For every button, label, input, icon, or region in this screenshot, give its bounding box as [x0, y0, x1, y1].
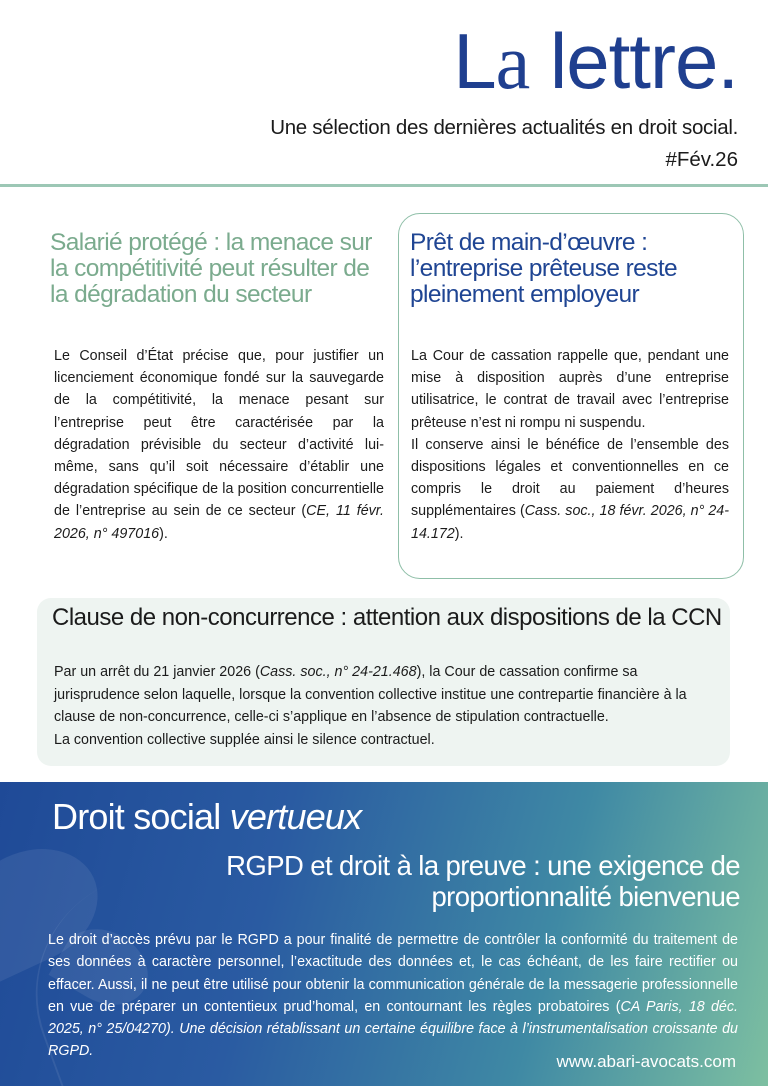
- left-article-citation: CE, 11 févr. 2026, n° 497016: [54, 503, 384, 542]
- virtuous-heading-text: Droit social: [52, 796, 230, 837]
- rgpd-article-text: Le droit d’accès prévu par le RGPD a pour finalité de permettre de contrôler la conformité du traitement de ses données à caractère personnel, l’exactitude des données et, le cas échéant, de les faire rectifier ou effacer. Aussi, il ne peut être utilisé pour obtenir la communication générale de la messagerie professionnelle en vue de préparer un contentieux prud’homal, en contournant les règles probatoires (: [48, 932, 738, 1015]
- virtuous-heading-italic: vertueux: [229, 796, 362, 837]
- logo-a: a: [495, 18, 530, 105]
- ccn-article-text-start: Par un arrêt du 21 janvier 2026 (: [54, 664, 260, 680]
- logo-rest: lettre.: [529, 17, 738, 105]
- left-article-text-end: ).: [159, 525, 168, 542]
- ccn-article-para: [54, 661, 722, 729]
- logo: [453, 17, 738, 105]
- right-article-para1: La Cour de cassation rappelle que, pendant une mise à disposition auprès d’une entreprise utilisatrice, le contrat de travail avec l’entreprise prêteuse n’est ni rompu ni suspendu.: [411, 348, 729, 431]
- ccn-article-text-rest: ), la Cour de cassation confirme sa jurisprudence selon laquelle, lorsque la convention collective institue une contrepartie financière à la clause de non-concurrence, celle-ci s’applique en l’absence de stipulation contractuelle.: [54, 664, 687, 725]
- website-link[interactable]: www.abari-avocats.com: [556, 1052, 736, 1071]
- virtuous-section-heading: [52, 796, 361, 838]
- ccn-article-citation: Cass. soc., n° 24-21.468: [259, 664, 417, 680]
- header-divider: [0, 184, 768, 187]
- left-article-title: Salarié protégé : la menace sur la compétitivité peut résulter de la dégradation du secteur: [50, 229, 372, 308]
- right-article-para2-end: ).: [454, 525, 464, 542]
- right-article-title: Prêt de main-d’œuvre : l’entreprise prêteuse reste pleinement employeur: [410, 229, 678, 308]
- ccn-article-body: [54, 661, 722, 751]
- rgpd-article-title: RGPD et droit à la preuve : une exigence de proportionnalité bienvenue: [226, 850, 740, 912]
- rgpd-article-italic-end: ). Une décision rétablissant un certaine équilibre face à l’instrumentalisation croissante du RGPD.: [48, 1021, 738, 1060]
- issue-tag: #Fév.26: [665, 148, 738, 171]
- right-article-body: [411, 345, 729, 545]
- left-article-text: Le Conseil d’État précise que, pour justifier un licenciement économique fondé sur la sauvegarde de la compétitivité, la menace pesant sur l’entreprise peut être caractérisée par la dégradation prévisible du secteur d’activité lui-même, sans qu’il soit nécessaire d’établir une dégradation spécifique de la position concurrentielle de l’entreprise au sein de ce secteur (: [54, 348, 384, 520]
- rgpd-article-body: [48, 929, 738, 1063]
- left-article-body: [54, 345, 384, 545]
- right-article-para2-text: Il conserve ainsi le bénéfice de l’ensemble des dispositions légales et conventionnelles en ce compris le droit au paiement d’heures supplémentaires (: [411, 436, 729, 520]
- ccn-article-conclusion: La convention collective supplée ainsi le silence contractuel.: [54, 731, 435, 748]
- rgpd-article-citation: CA Paris, 18 déc. 2025, n° 25/04270: [48, 998, 738, 1038]
- logo-l: L: [453, 17, 496, 105]
- right-article-para2: [411, 434, 729, 545]
- right-article-citation: Cass. soc., 18 févr. 2026, n° 24-14.172: [411, 503, 730, 542]
- newsletter-subtitle: Une sélection des dernières actualités en droit social.: [270, 116, 738, 139]
- ccn-article-title: Clause de non-concurrence : attention aux dispositions de la CCN: [52, 604, 722, 631]
